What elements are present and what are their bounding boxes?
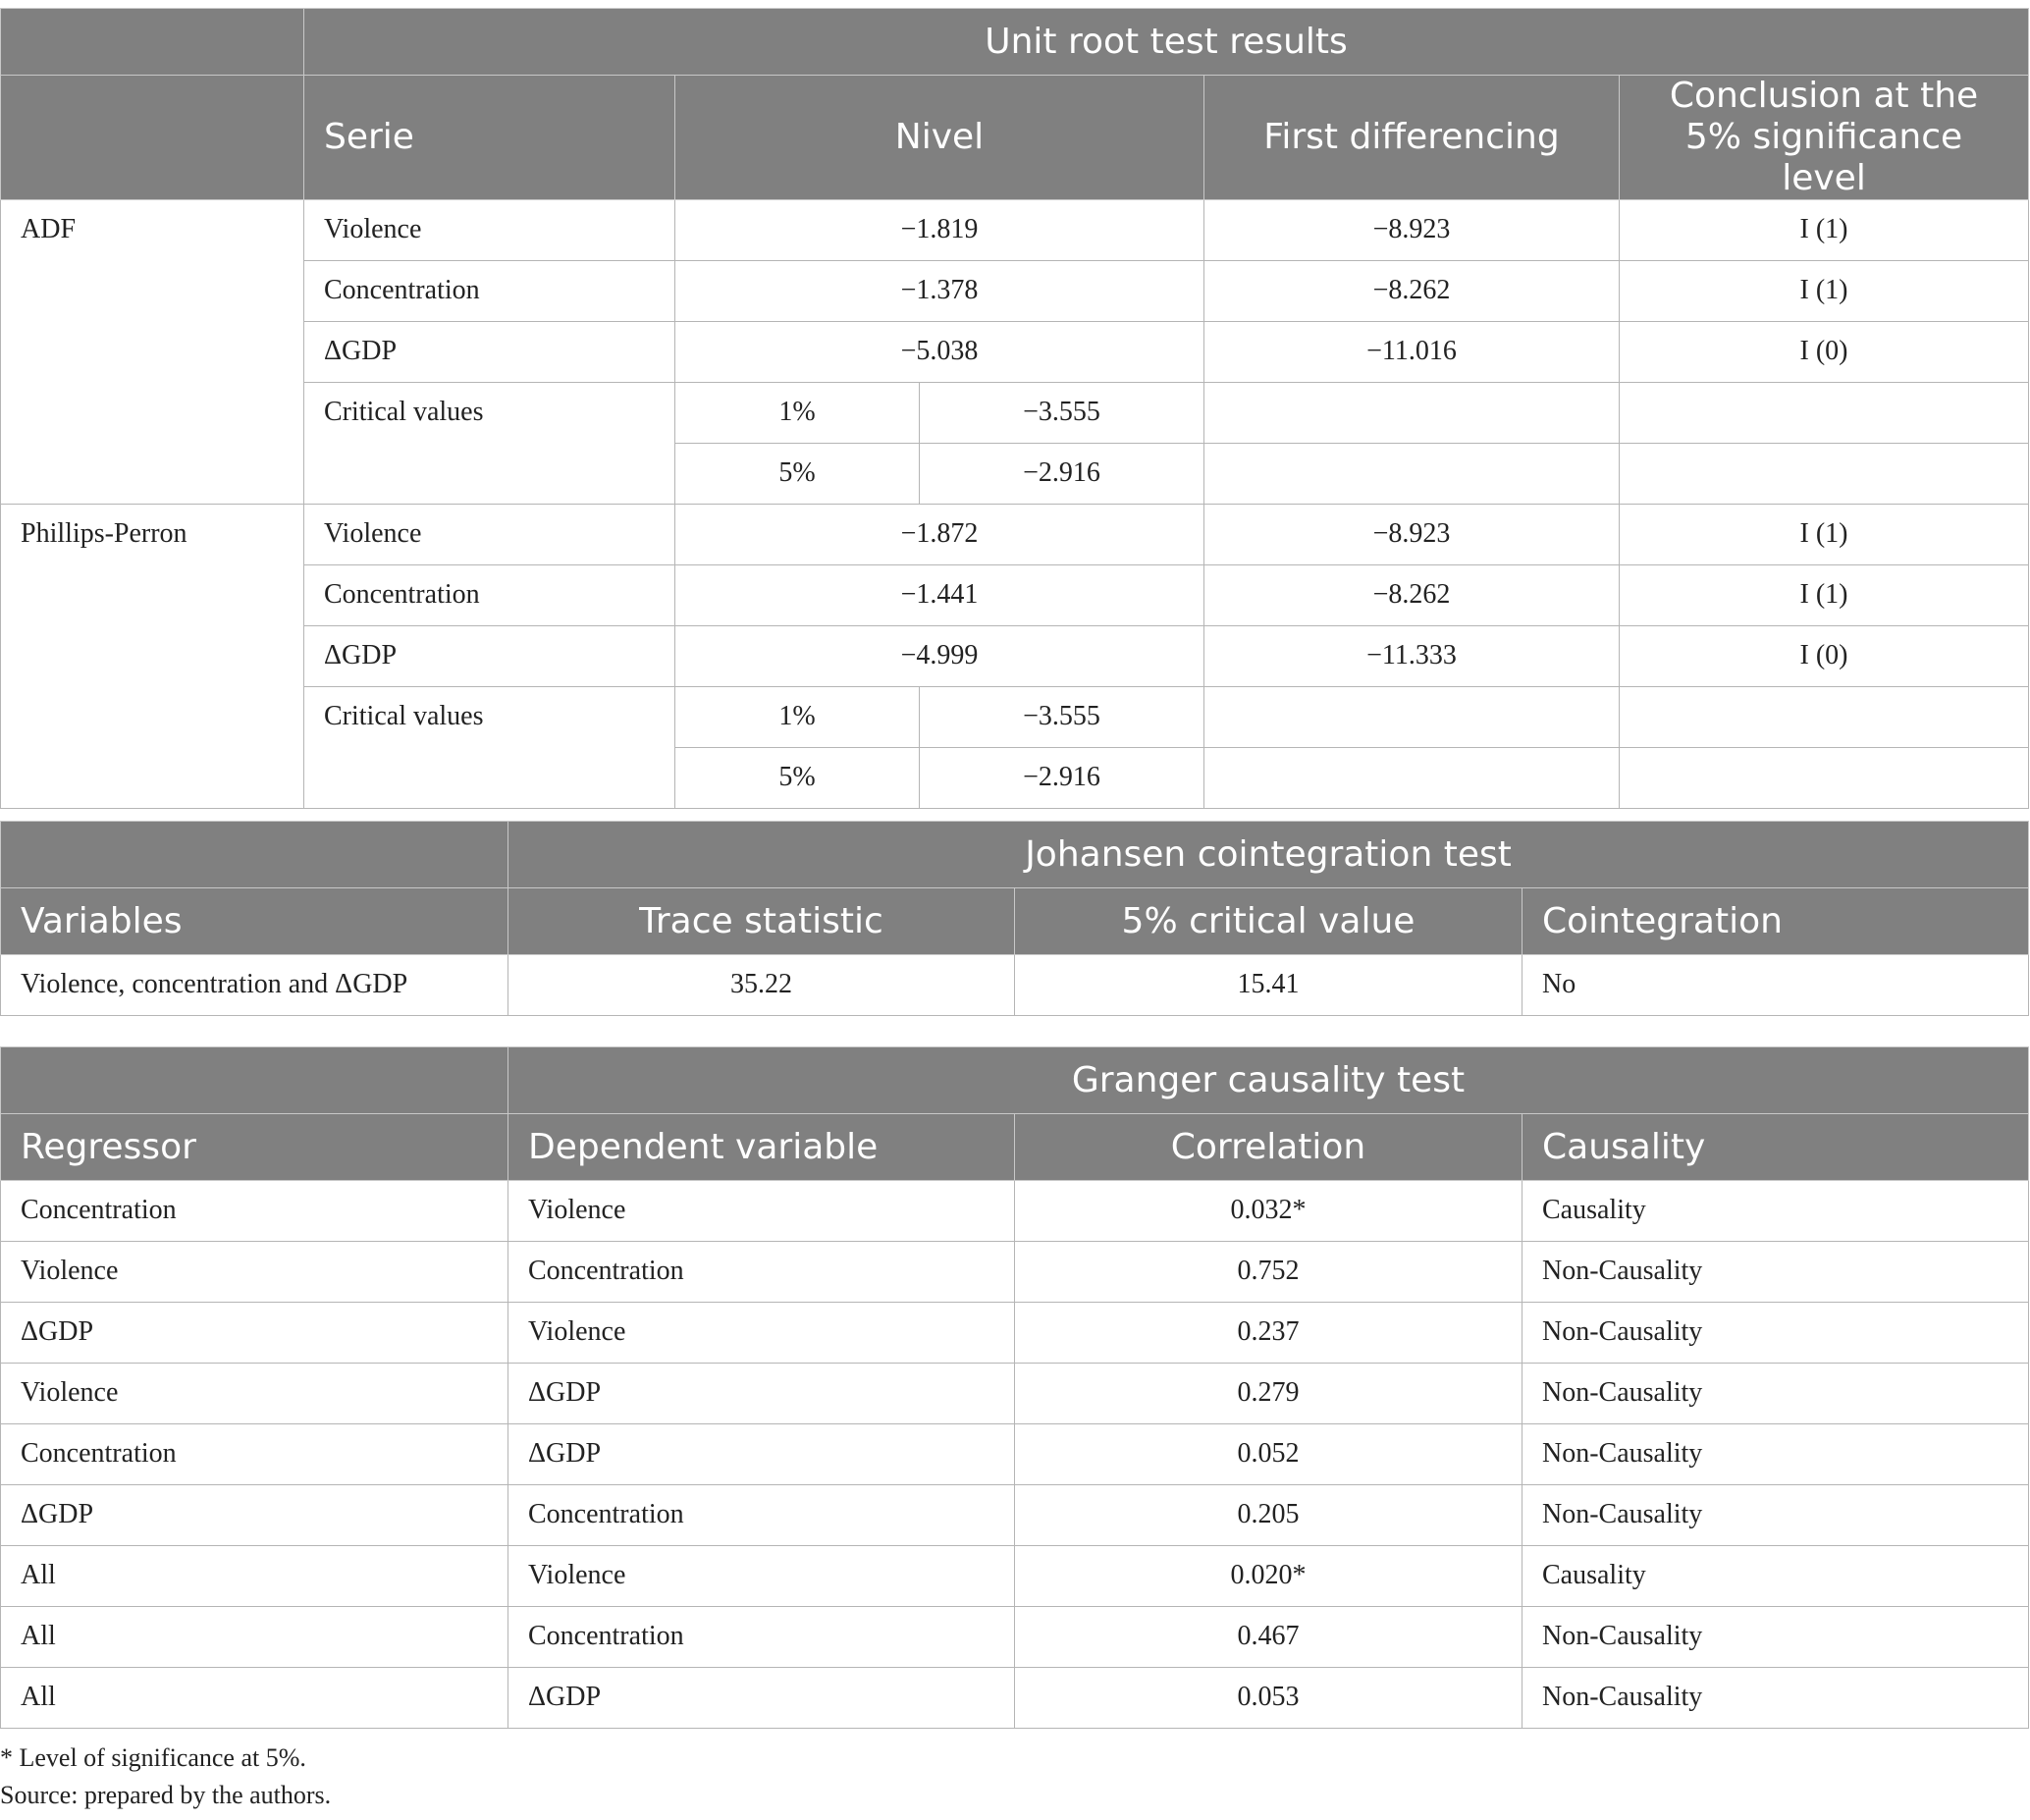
correlation-cell: 0.020* bbox=[1015, 1546, 1522, 1607]
header-trace-statistic: Trace statistic bbox=[508, 888, 1015, 955]
causality-cell: Non-Causality bbox=[1522, 1485, 2029, 1546]
causality-cell: Non-Causality bbox=[1522, 1424, 2029, 1485]
dependent-cell: ΔGDP bbox=[508, 1668, 1015, 1729]
causality-cell: Non-Causality bbox=[1522, 1364, 2029, 1424]
table-row bbox=[1, 1303, 2029, 1364]
correlation-cell: 0.032* bbox=[1015, 1181, 1522, 1242]
correlation-cell: 0.467 bbox=[1015, 1607, 1522, 1668]
conclusion-cell: I (1) bbox=[1620, 505, 2029, 565]
table-row bbox=[1, 1546, 2029, 1607]
conclusion-cell: I (1) bbox=[1620, 565, 2029, 626]
regressor-cell: Violence bbox=[1, 1364, 508, 1424]
dependent-cell: ΔGDP bbox=[508, 1424, 1015, 1485]
header-conclusion: Conclusion at the 5% significance level bbox=[1620, 76, 2029, 200]
header-dependent-variable: Dependent variable bbox=[508, 1114, 1015, 1181]
critical-value-cell: −2.916 bbox=[920, 748, 1204, 809]
first-diff-cell: −8.923 bbox=[1204, 200, 1620, 261]
header-variables: Variables bbox=[1, 888, 508, 955]
table-row bbox=[1, 1181, 2029, 1242]
cointegration-cell: No bbox=[1522, 955, 2029, 1016]
header-critical-value: 5% critical value bbox=[1015, 888, 1522, 955]
serie-cell: Concentration bbox=[304, 261, 675, 322]
regressor-cell: Concentration bbox=[1, 1181, 508, 1242]
table-row bbox=[1, 200, 2029, 261]
variables-cell: Violence, concentration and ΔGDP bbox=[1, 955, 508, 1016]
correlation-cell: 0.752 bbox=[1015, 1242, 1522, 1303]
dependent-cell: Concentration bbox=[508, 1607, 1015, 1668]
empty-cell bbox=[1204, 687, 1620, 748]
first-diff-cell: −11.016 bbox=[1204, 322, 1620, 383]
table-row bbox=[1, 626, 2029, 687]
dependent-cell: Concentration bbox=[508, 1485, 1015, 1546]
correlation-cell: 0.053 bbox=[1015, 1668, 1522, 1729]
empty-cell bbox=[1620, 444, 2029, 505]
empty-cell bbox=[1620, 383, 2029, 444]
nivel-cell: −5.038 bbox=[675, 322, 1204, 383]
granger-title: Granger causality test bbox=[508, 1047, 2029, 1114]
dependent-cell: Concentration bbox=[508, 1242, 1015, 1303]
correlation-cell: 0.237 bbox=[1015, 1303, 1522, 1364]
serie-cell: Violence bbox=[304, 200, 675, 261]
causality-cell: Non-Causality bbox=[1522, 1607, 2029, 1668]
granger-header-row bbox=[1, 1114, 2029, 1181]
regressor-cell: Violence bbox=[1, 1242, 508, 1303]
first-diff-cell: −11.333 bbox=[1204, 626, 1620, 687]
empty-cell bbox=[1620, 748, 2029, 809]
johansen-table bbox=[0, 821, 2029, 1016]
conclusion-cell: I (1) bbox=[1620, 200, 2029, 261]
nivel-cell: −4.999 bbox=[675, 626, 1204, 687]
nivel-cell: −1.872 bbox=[675, 505, 1204, 565]
unit-root-header-blank bbox=[1, 76, 304, 200]
header-regressor: Regressor bbox=[1, 1114, 508, 1181]
regressor-cell: All bbox=[1, 1607, 508, 1668]
dependent-cell: ΔGDP bbox=[508, 1364, 1015, 1424]
correlation-cell: 0.279 bbox=[1015, 1364, 1522, 1424]
regressor-cell: ΔGDP bbox=[1, 1303, 508, 1364]
regressor-cell: All bbox=[1, 1668, 508, 1729]
header-causality: Causality bbox=[1522, 1114, 2029, 1181]
regressor-cell: ΔGDP bbox=[1, 1485, 508, 1546]
granger-table bbox=[0, 1046, 2029, 1729]
table-row bbox=[1, 1607, 2029, 1668]
table-row bbox=[1, 1364, 2029, 1424]
unit-root-title: Unit root test results bbox=[304, 9, 2029, 76]
table-row bbox=[1, 1485, 2029, 1546]
nivel-cell: −1.378 bbox=[675, 261, 1204, 322]
conclusion-cell: I (0) bbox=[1620, 322, 2029, 383]
header-first-differencing: First differencing bbox=[1204, 76, 1620, 200]
table-row bbox=[1, 1668, 2029, 1729]
trace-cell: 35.22 bbox=[508, 955, 1015, 1016]
critical-values-label: Critical values bbox=[304, 383, 675, 505]
empty-cell bbox=[1204, 444, 1620, 505]
critical-level-cell: 5% bbox=[675, 748, 920, 809]
dependent-cell: Violence bbox=[508, 1303, 1015, 1364]
significance-note: * Level of significance at 5%. bbox=[0, 1743, 306, 1772]
critical-values-label: Critical values bbox=[304, 687, 675, 809]
table-row bbox=[1, 322, 2029, 383]
table-row bbox=[1, 1242, 2029, 1303]
dependent-cell: Violence bbox=[508, 1546, 1015, 1607]
header-cointegration: Cointegration bbox=[1522, 888, 2029, 955]
table-row bbox=[1, 383, 2029, 444]
causality-cell: Non-Causality bbox=[1522, 1668, 2029, 1729]
regressor-cell: All bbox=[1, 1546, 508, 1607]
empty-cell bbox=[1620, 687, 2029, 748]
correlation-cell: 0.205 bbox=[1015, 1485, 1522, 1546]
empty-cell bbox=[1204, 383, 1620, 444]
first-diff-cell: −8.923 bbox=[1204, 505, 1620, 565]
table-row bbox=[1, 955, 2029, 1016]
granger-corner-cell bbox=[1, 1047, 508, 1114]
empty-cell bbox=[1204, 748, 1620, 809]
first-diff-cell: −8.262 bbox=[1204, 565, 1620, 626]
source-note: Source: prepared by the authors. bbox=[0, 1781, 332, 1809]
critical-level-cell: 1% bbox=[675, 383, 920, 444]
causality-cell: Causality bbox=[1522, 1546, 2029, 1607]
serie-cell: ΔGDP bbox=[304, 626, 675, 687]
unit-root-header-row bbox=[1, 76, 2029, 200]
test-label-phillips-perron: Phillips-Perron bbox=[1, 505, 304, 809]
header-nivel: Nivel bbox=[675, 76, 1204, 200]
first-diff-cell: −8.262 bbox=[1204, 261, 1620, 322]
table-row bbox=[1, 261, 2029, 322]
regressor-cell: Concentration bbox=[1, 1424, 508, 1485]
unit-root-title-row bbox=[1, 9, 2029, 76]
serie-cell: ΔGDP bbox=[304, 322, 675, 383]
critical-value-cell: −3.555 bbox=[920, 383, 1204, 444]
header-serie: Serie bbox=[304, 76, 675, 200]
unit-root-corner-cell bbox=[1, 9, 304, 76]
conclusion-cell: I (1) bbox=[1620, 261, 2029, 322]
table-row bbox=[1, 565, 2029, 626]
serie-cell: Violence bbox=[304, 505, 675, 565]
critical-cell: 15.41 bbox=[1015, 955, 1522, 1016]
critical-level-cell: 1% bbox=[675, 687, 920, 748]
dependent-cell: Violence bbox=[508, 1181, 1015, 1242]
header-correlation: Correlation bbox=[1015, 1114, 1522, 1181]
serie-cell: Concentration bbox=[304, 565, 675, 626]
table-notes bbox=[0, 1740, 331, 1814]
causality-cell: Causality bbox=[1522, 1181, 2029, 1242]
test-label-adf: ADF bbox=[1, 200, 304, 505]
granger-title-row bbox=[1, 1047, 2029, 1114]
conclusion-cell: I (0) bbox=[1620, 626, 2029, 687]
unit-root-table bbox=[0, 8, 2029, 809]
correlation-cell: 0.052 bbox=[1015, 1424, 1522, 1485]
causality-cell: Non-Causality bbox=[1522, 1303, 2029, 1364]
critical-level-cell: 5% bbox=[675, 444, 920, 505]
critical-value-cell: −2.916 bbox=[920, 444, 1204, 505]
table-row bbox=[1, 505, 2029, 565]
johansen-header-row bbox=[1, 888, 2029, 955]
johansen-corner-cell bbox=[1, 822, 508, 888]
nivel-cell: −1.441 bbox=[675, 565, 1204, 626]
johansen-title: Johansen cointegration test bbox=[508, 822, 2029, 888]
johansen-title-row bbox=[1, 822, 2029, 888]
causality-cell: Non-Causality bbox=[1522, 1242, 2029, 1303]
critical-value-cell: −3.555 bbox=[920, 687, 1204, 748]
nivel-cell: −1.819 bbox=[675, 200, 1204, 261]
table-row bbox=[1, 687, 2029, 748]
table-row bbox=[1, 1424, 2029, 1485]
granger-body bbox=[1, 1181, 2029, 1729]
